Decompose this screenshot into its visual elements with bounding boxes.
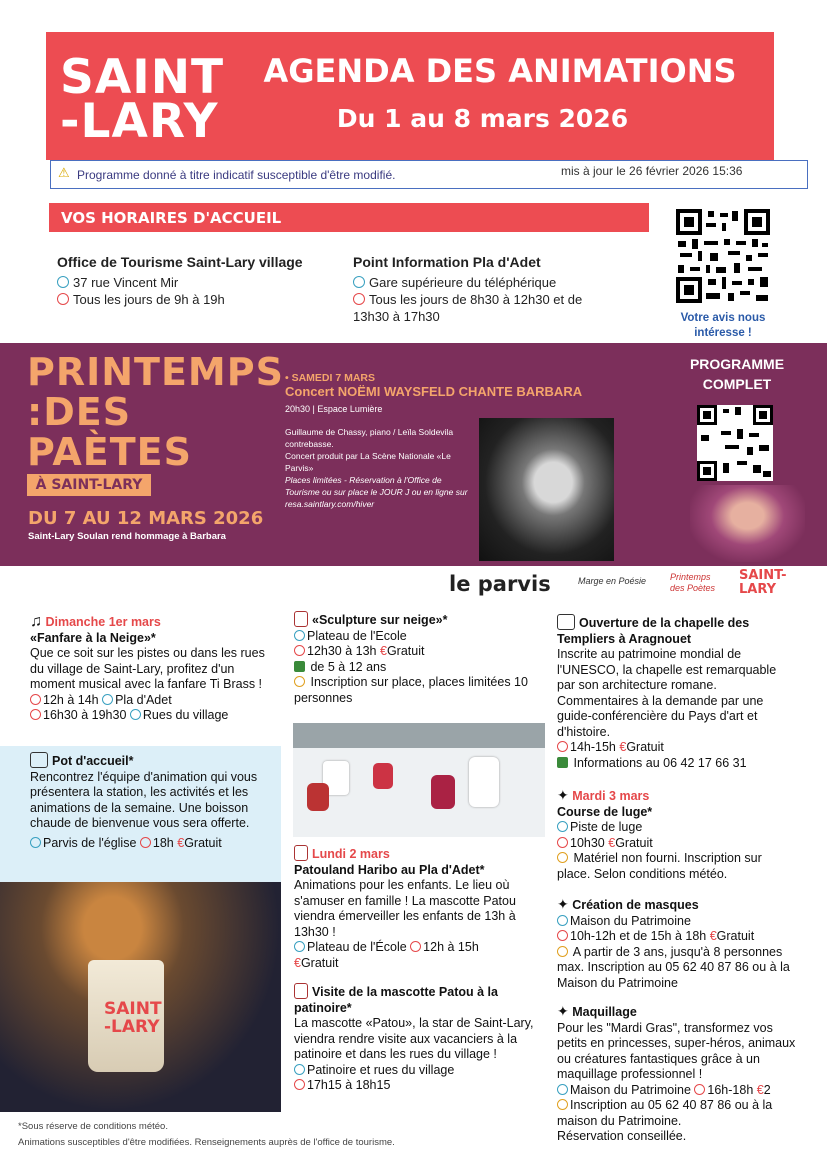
clock-icon: [694, 1084, 705, 1095]
euro-icon: €: [756, 1082, 764, 1097]
event-luge-time: 10h30: [570, 835, 605, 850]
event-fanfare-desc: Que ce soit sur les pistes ou dans les rues du village de Saint-Lary, profitez d'un moment musical avec la fanfare Ti Brass !: [30, 646, 265, 691]
event-luge-place: Piste de luge: [570, 820, 643, 834]
printemps-line1: PRINTEMPS: [27, 350, 284, 394]
concert-day: • SAMEDI 7 MARS: [285, 372, 376, 384]
clock-icon: [557, 930, 568, 941]
warning-icon: ⚠: [58, 165, 70, 180]
event-chapelle-price: Gratuit: [626, 740, 664, 754]
event-luge-price: Gratuit: [615, 835, 653, 850]
office-pla-adet: [353, 254, 613, 325]
event-chapelle-desc: Inscrite au patrimoine mondial de l'UNESCO, la chapelle est remarquable par son architecture romane. Commentaires à la demande par une guide-conférencière du Pays d'art et d'histoire.: [557, 647, 777, 739]
sculpture-icon: [294, 983, 308, 999]
printemps-dates: DU 7 AU 12 MARS 2026: [28, 508, 264, 529]
event-chapelle-time: 14h-15h: [570, 740, 616, 754]
location-icon: [353, 276, 365, 288]
event-sculpture-title: «Sculpture sur neige»*: [312, 613, 448, 627]
event-sculpture-place: Plateau de l'Ecole: [307, 628, 407, 643]
people-icon: ✦: [557, 1003, 569, 1019]
chapel-icon: [557, 614, 575, 630]
concert-time: 20h30 | Espace Lumière: [285, 404, 383, 414]
event-masques-price: Gratuit: [716, 929, 755, 943]
event-sculpture-price: Gratuit: [386, 644, 425, 658]
location-icon: [557, 915, 568, 926]
event-luge: [557, 788, 797, 882]
info-icon: [557, 852, 568, 863]
clock-icon: [140, 837, 151, 848]
office-village-address: 37 rue Vincent Mir: [73, 275, 179, 290]
clock-icon: [57, 293, 69, 305]
partners-bar: [0, 566, 827, 602]
event-patouland-price: Gratuit: [300, 955, 339, 970]
location-icon: [294, 941, 305, 952]
info-icon: [557, 1099, 568, 1110]
euro-icon: €: [619, 740, 627, 754]
office-pla-name: Point Information Pla d'Adet: [353, 254, 541, 270]
event-chapelle-info: Informations au 06 42 17 66 31: [573, 755, 747, 770]
event-fanfare-place1: Pla d'Adet: [115, 692, 172, 707]
clock-icon: [353, 293, 365, 305]
event-maquillage-note: Réservation conseillée.: [557, 1129, 687, 1143]
clock-icon: [410, 941, 421, 952]
people-icon: ✦: [557, 787, 569, 803]
hours-title: VOS HORAIRES D'ACCUEIL: [49, 203, 649, 232]
footer-note-1: *Sous réserve de conditions météo.: [18, 1121, 168, 1132]
person-icon: [294, 661, 305, 672]
event-masques-time: 10h-12h et de 15h à 18h: [570, 929, 707, 943]
printemps-badge: À SAINT-LARY: [27, 474, 151, 496]
event-patouland-title: Patouland Haribo au Pla d'Adet*: [294, 862, 485, 877]
event-luge-title: Course de luge*: [557, 804, 653, 819]
event-maquillage-title: Maquillage: [572, 1005, 637, 1019]
event-masques-info: A partir de 3 ans, jusqu'à 8 personnes max. Inscription au 05 62 40 87 86 ou à la Maison du Patrimoine: [557, 944, 790, 990]
dancer-photo: [690, 485, 805, 562]
person-icon: [557, 757, 568, 768]
euro-icon: €: [177, 835, 185, 850]
info-icon: [557, 946, 568, 957]
event-patou-desc: La mascotte «Patou», la star de Saint-Lary, viendra rendre visite aux vacanciers à la patinoire et dans les rues du village !: [294, 1016, 534, 1061]
euro-icon: €: [709, 929, 717, 943]
event-chapelle-title: Ouverture de la chapelle des Templiers à Aragnouet: [557, 616, 750, 646]
event-luge-info: Matériel non fourni. Inscription sur place. Selon conditions météo.: [557, 851, 762, 881]
event-patouland-desc: Animations pour les enfants. Le lieu où s'amuser en famille ! La mascotte Patou viendra émerveiller les enfants de 13h à 13h30 !: [294, 878, 516, 939]
notice-text: Programme donné à titre indicatif susceptible d'être modifié.: [77, 168, 396, 182]
event-masques: [557, 897, 797, 991]
printemps-subtitle: Saint-Lary Soulan rend hommage à Barbara: [28, 531, 226, 542]
partner-le-parvis: le parvis: [449, 572, 551, 596]
printemps-line2: :DES: [27, 390, 132, 434]
office-village-name: Office de Tourisme Saint-Lary village: [57, 254, 303, 270]
partner-printemps: Printemps des Poètes: [670, 572, 716, 593]
event-masques-place: Maison du Patrimoine: [570, 913, 691, 928]
concert-desc-1: Guillaume de Chassy, piano / Leïla Soldevila contrebasse.: [285, 427, 454, 449]
euro-icon: €: [380, 644, 387, 658]
partner-saint-lary: SAINT-LARY: [739, 568, 787, 597]
office-pla-address: Gare supérieure du téléphérique: [369, 275, 557, 290]
event-patouland-place: Plateau de l'École: [307, 940, 407, 954]
program-complete-label: PROGRAMME COMPLET: [689, 356, 785, 392]
event-fanfare-date: Dimanche 1er mars: [45, 615, 161, 629]
event-fanfare-place2: Rues du village: [142, 708, 229, 722]
event-patouland-date: Lundi 2 mars: [312, 847, 390, 861]
location-icon: [130, 709, 141, 720]
sculpture-icon: [294, 845, 308, 861]
event-pot-place: Parvis de l'église: [43, 835, 137, 850]
clock-icon: [30, 709, 41, 720]
event-fanfare-time2: 16h30 à 19h30: [43, 708, 127, 722]
office-pla-hours: Tous les jours de 8h30 à 12h30 et de 13h30 à 17h30: [353, 292, 583, 324]
clock-icon: [30, 694, 41, 705]
clock-icon: [294, 645, 305, 656]
clock-icon: [557, 741, 568, 752]
event-fanfare-title: «Fanfare à la Neige»*: [30, 630, 156, 645]
event-patou-place: Patinoire et rues du village: [307, 1062, 455, 1077]
event-pot-time: 18h: [152, 835, 174, 850]
office-village: [57, 254, 337, 308]
event-maquillage-desc: Pour les "Mardi Gras", transformez vos petits en princesses, super-héros, animaux ou créatures fantastiques grâce à un maquillage professionnel !: [557, 1020, 796, 1081]
office-village-hours: Tous les jours de 9h à 19h: [73, 292, 225, 307]
location-icon: [30, 837, 41, 848]
event-chapelle: [557, 614, 797, 771]
location-icon: [294, 1064, 305, 1075]
event-maquillage-time: 16h-18h: [707, 1082, 754, 1097]
clock-icon: [557, 837, 568, 848]
printemps-line3: PAÈTES: [27, 430, 192, 474]
event-fanfare-time1: 12h à 14h: [43, 692, 99, 707]
event-sculpture-age: de 5 à 12 ans: [310, 659, 387, 674]
location-icon: [557, 1084, 568, 1095]
candle-cup-photo: SAINT -LARY: [0, 882, 281, 1112]
event-patou-patinoire: [294, 983, 544, 1094]
euro-icon: €: [294, 955, 301, 970]
concert-desc-2: Concert produit par La Scène Nationale «Le Parvis»: [285, 451, 451, 473]
event-pot-desc: Rencontrez l'équipe d'animation qui vous présentera la station, les activités et les animations de la semaine. Une boisson chaude de bienvenue vous sera offerte.: [30, 769, 258, 830]
location-icon: [294, 630, 305, 641]
event-sculpture-info: Inscription sur place, places limitées 10 personnes: [294, 675, 528, 705]
event-masques-title: Création de masques: [572, 898, 699, 912]
event-patouland: [294, 845, 544, 971]
concert-desc-3: Places limitées - Réservation à l'Office de Tourisme ou sur place le JOUR J ou en ligne sur resa.saintlary.com/hiver: [285, 475, 468, 509]
info-icon: [294, 676, 305, 687]
snow-sculpture-photo: [293, 723, 545, 837]
singer-photo: [479, 418, 614, 561]
location-icon: [57, 276, 69, 288]
update-text: mis à jour le 26 février 2026 15:36: [561, 164, 743, 178]
event-maquillage-place: Maison du Patrimoine: [570, 1082, 691, 1097]
music-icon: ♫: [30, 613, 42, 630]
printemps-title: [27, 352, 284, 472]
survey-qr-code[interactable]: [676, 209, 770, 303]
partner-marge: Marge en Poésie: [578, 576, 647, 586]
event-maquillage: [557, 1004, 797, 1145]
event-sculpture: [294, 611, 544, 706]
program-qr-code[interactable]: [697, 405, 773, 481]
page-dates: Du 1 au 8 mars 2026: [336, 104, 629, 133]
qr-caption: Votre avis nous intéresse !: [680, 312, 766, 339]
sculpture-icon: [294, 611, 308, 627]
location-icon: [102, 694, 113, 705]
event-patou-title: Visite de la mascotte Patou à la patinoire*: [294, 985, 498, 1015]
people-icon: ✦: [557, 896, 569, 912]
event-patou-time: 17h15 à 18h15: [307, 1078, 391, 1092]
page-title: AGENDA DES ANIMATIONS: [263, 52, 737, 90]
event-luge-date: Mardi 3 mars: [572, 789, 650, 803]
event-patouland-time: 12h à 15h: [423, 940, 479, 954]
clock-icon: [294, 1079, 305, 1090]
saint-lary-logo: SAINT -LARY: [60, 50, 225, 149]
concert-title: Concert NOËMI WAYSFELD CHANTE BARBARA: [285, 384, 583, 399]
concert-description: [285, 426, 477, 510]
event-pot-price: Gratuit: [184, 835, 222, 850]
notice-bar: [50, 160, 808, 189]
event-pot-title: Pot d'accueil*: [52, 754, 134, 768]
event-maquillage-price: 2: [763, 1082, 771, 1097]
event-pot-accueil: [30, 752, 275, 851]
event-maquillage-info: Inscription au 05 62 40 87 86 ou à la maison du Patrimoine.: [557, 1098, 773, 1128]
event-sculpture-time: 12h30 à 13h: [307, 644, 377, 658]
euro-icon: €: [608, 835, 616, 850]
building-icon: [30, 752, 48, 768]
location-icon: [557, 821, 568, 832]
footer-note-2: Animations susceptibles d'être modifiées. Renseignements auprès de l'office de tourisme.: [18, 1137, 395, 1148]
event-fanfare: [30, 614, 275, 724]
